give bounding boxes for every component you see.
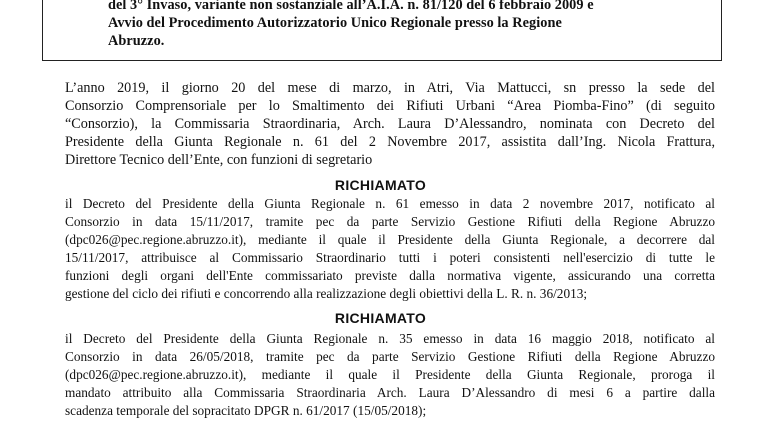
section-heading: RICHIAMATO [334, 310, 427, 326]
section2-line: il Decreto del Presidente della Giunta Regionale n. 35 emesso in data 16 maggio 2018, notificato al [65, 331, 715, 346]
title-line-3: Abruzzo. [108, 33, 165, 49]
title-line-1: del 3° Invaso, variante non sostanziale all’A.I.A. n. 81/120 del 6 febbraio 2009 e [108, 0, 594, 13]
section2-line: scadenza temporale del sopracitato DPGR n. 61/2017 (15/05/2018); [65, 403, 427, 418]
section1-line: (dpc026@pec.regione.abruzzo.it), mediante il quale il Presidente della Giunta Regionale, a decorrere dal [65, 232, 715, 247]
intro-line: Direttore Tecnico dell’Ente, con funzioni di segretario [65, 152, 373, 168]
section1-line: gestione del ciclo dei rifiuti e concorrendo alla realizzazione degli obiettivi della L. R. n. 36/2013; [65, 286, 588, 301]
section-heading: RICHIAMATO [334, 177, 427, 193]
intro-line: “Consorzio), la Commissaria Straordinaria, Arch. Laura D’Alessandro, nominata con Decreto del [65, 116, 715, 132]
intro-line: Presidente della Giunta Regionale n. 61 del 2 Novembre 2017, assistita dall’Ing. Nicola Frattura, [65, 134, 715, 150]
intro-line: Consorzio Comprensoriale per lo Smaltimento dei Rifiuti Urbani “Area Piomba-Fino” (di seguito [65, 98, 715, 114]
title-line-2: Avvio del Procedimento Autorizzatorio Unico Regionale presso la Regione [108, 15, 562, 31]
intro-line: L’anno 2019, il giorno 20 del mese di marzo, in Atri, Via Mattucci, sn presso la sede del [65, 80, 715, 96]
section2-line: (dpc026@pec.regione.abruzzo.it), mediante il quale il Presidente della Giunta Regionale, proroga il [65, 367, 715, 382]
section2-line: mandato attribuito alla Commissaria Straordinaria Arch. Laura D’Alessandro di mesi 6 a partire dalla [65, 385, 715, 400]
section1-line: funzioni degli organi dell'Ente commissariato previste dalla normativa vigente, assicurando una corretta [65, 268, 715, 283]
section1-line: Consorzio in data 15/11/2017, tramite pec da parte Servizio Gestione Rifiuti della Regione Abruzzo [65, 214, 715, 229]
section1-line: il Decreto del Presidente della Giunta Regionale n. 61 emesso in data 2 novembre 2017, notificato al [65, 196, 715, 211]
section2-line: Consorzio in data 26/05/2018, tramite pec da parte Servizio Gestione Rifiuti della Regione Abruzzo [65, 349, 715, 364]
section1-line: 15/11/2017, attribuisce al Commissario Straordinario tutti i poteri consistenti nell'esercizio di tutte le [65, 250, 715, 265]
